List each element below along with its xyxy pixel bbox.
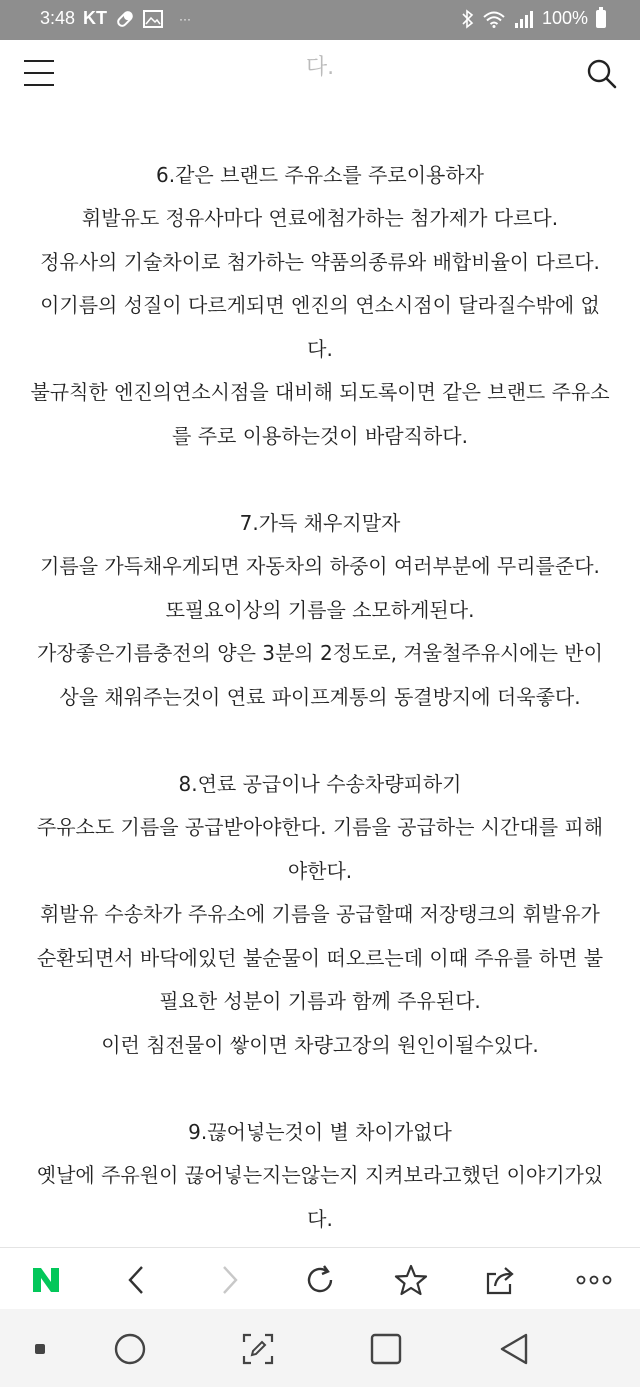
- text-line: 주유소도 기름을 공급받아야한다. 기름을 공급하는 시간대를 피해: [36, 815, 604, 839]
- article-body: [0, 110, 640, 1247]
- bookmark-star-icon: [394, 1264, 428, 1296]
- text-line: 기름을 가득채우게되면 자동차의 하중이 여러부분에 무리를준다.: [40, 554, 600, 578]
- nav-back-button[interactable]: [494, 1331, 534, 1367]
- bookmark-button[interactable]: [393, 1262, 429, 1298]
- nav-recents-button[interactable]: [366, 1331, 406, 1367]
- text-line: 또필요이상의 기름을 소모하게된다.: [165, 597, 475, 622]
- section-heading: 7.가득 채우지말자: [239, 510, 401, 535]
- section-7: [0, 502, 640, 720]
- status-more-dots: ···: [179, 11, 192, 26]
- refresh-icon: [304, 1264, 336, 1296]
- browser-toolbar: [0, 1247, 640, 1310]
- back-button[interactable]: [118, 1262, 154, 1298]
- section-6: [0, 154, 640, 459]
- text-line: 휘발유도 정유사마다 연료에첨가하는 첨가제가 다르다.: [81, 206, 559, 230]
- text-line: 이기름의 성질이 다르게되면 엔진의 연소시점이 달라질수밖에 없: [40, 293, 600, 317]
- section-8: [0, 763, 640, 1068]
- text-line: 휘발유 수송차가 주유소에 기름을 공급할때 저장탱크의 휘발유가: [40, 902, 600, 926]
- home-circle-icon: [113, 1332, 147, 1366]
- status-right: [462, 8, 606, 29]
- status-left: [40, 8, 191, 29]
- menu-button[interactable]: [24, 60, 54, 88]
- image-icon: [143, 10, 163, 28]
- naver-logo-icon: [31, 1266, 61, 1294]
- text-line: 이런 침전물이 쌓이면 차량고장의 원인이될수있다.: [101, 1032, 539, 1057]
- recents-square-icon: [369, 1332, 403, 1366]
- text-line: 다.: [307, 336, 333, 361]
- text-line: 필요한 성분이 기름과 함께 주유된다.: [159, 989, 481, 1013]
- forward-button[interactable]: [212, 1262, 248, 1298]
- naver-home-button[interactable]: [28, 1262, 64, 1298]
- text-line: 불규칙한 엔진의연소시점을 대비해 되도록이면 같은 브랜드 주유소: [30, 380, 610, 404]
- menu-line: [24, 84, 54, 86]
- pill-icon: [115, 9, 135, 29]
- text-line: 옛날에 주유원이 끊어넣는지는않는지 지켜보라고했던 이야기가있: [36, 1163, 604, 1187]
- text-line: 야한다.: [287, 858, 353, 883]
- signal-icon: [514, 10, 534, 28]
- more-icon: [576, 1274, 612, 1286]
- spacer: [0, 110, 640, 154]
- forward-icon: [218, 1264, 242, 1296]
- menu-line: [24, 72, 54, 74]
- text-line: 다.: [307, 1206, 333, 1231]
- nav-home-button[interactable]: [110, 1331, 150, 1367]
- spacer: [0, 1067, 640, 1111]
- system-nav-bar: [0, 1309, 640, 1387]
- share-button[interactable]: [483, 1262, 519, 1298]
- square-dot-icon: [34, 1343, 46, 1355]
- status-time: 3:48: [40, 8, 76, 28]
- text-line: 가장좋은기름충전의 양은 3분의 2정도로, 겨울철주유시에는 반이: [37, 641, 603, 665]
- search-icon: [586, 58, 618, 90]
- back-triangle-icon: [498, 1332, 530, 1366]
- wifi-icon: [482, 10, 506, 28]
- top-app-bar: [0, 40, 640, 110]
- nav-edit-button[interactable]: [238, 1331, 278, 1367]
- text-line: 순환되면서 바닥에있던 불순물이 떠오르는데 이때 주유를 하면 불: [36, 945, 604, 970]
- refresh-button[interactable]: [302, 1262, 338, 1298]
- more-button[interactable]: [576, 1262, 612, 1298]
- status-bar: [0, 0, 640, 40]
- section-heading: 6.같은 브랜드 주유소를 주로이용하자: [156, 162, 484, 187]
- status-carrier: KT: [83, 8, 108, 28]
- edit-screen-icon: [241, 1332, 275, 1366]
- text-line: 를 주로 이용하는것이 바람직하다.: [172, 423, 468, 448]
- battery-percent: 100%: [541, 8, 588, 28]
- text-line: 정유사의 기술차이로 첨가하는 약품의종류와 배합비율이 다르다.: [40, 249, 600, 274]
- spacer: [0, 458, 640, 502]
- faded-previous-line: 다.: [305, 55, 335, 80]
- share-icon: [484, 1264, 518, 1296]
- search-button[interactable]: [586, 58, 618, 90]
- spacer: [0, 719, 640, 763]
- back-icon: [124, 1264, 148, 1296]
- section-heading: 8.연료 공급이나 수송차량피하기: [178, 771, 462, 796]
- section-heading: 9.끊어넣는것이 별 차이가없다: [188, 1119, 452, 1144]
- bluetooth-icon: [462, 9, 474, 29]
- battery-icon: [596, 10, 606, 28]
- text-line: 상을 채워주는것이 연료 파이프계통의 동결방지에 더욱좋다.: [59, 684, 581, 709]
- menu-line: [24, 60, 54, 62]
- nav-dot-button[interactable]: [20, 1331, 60, 1367]
